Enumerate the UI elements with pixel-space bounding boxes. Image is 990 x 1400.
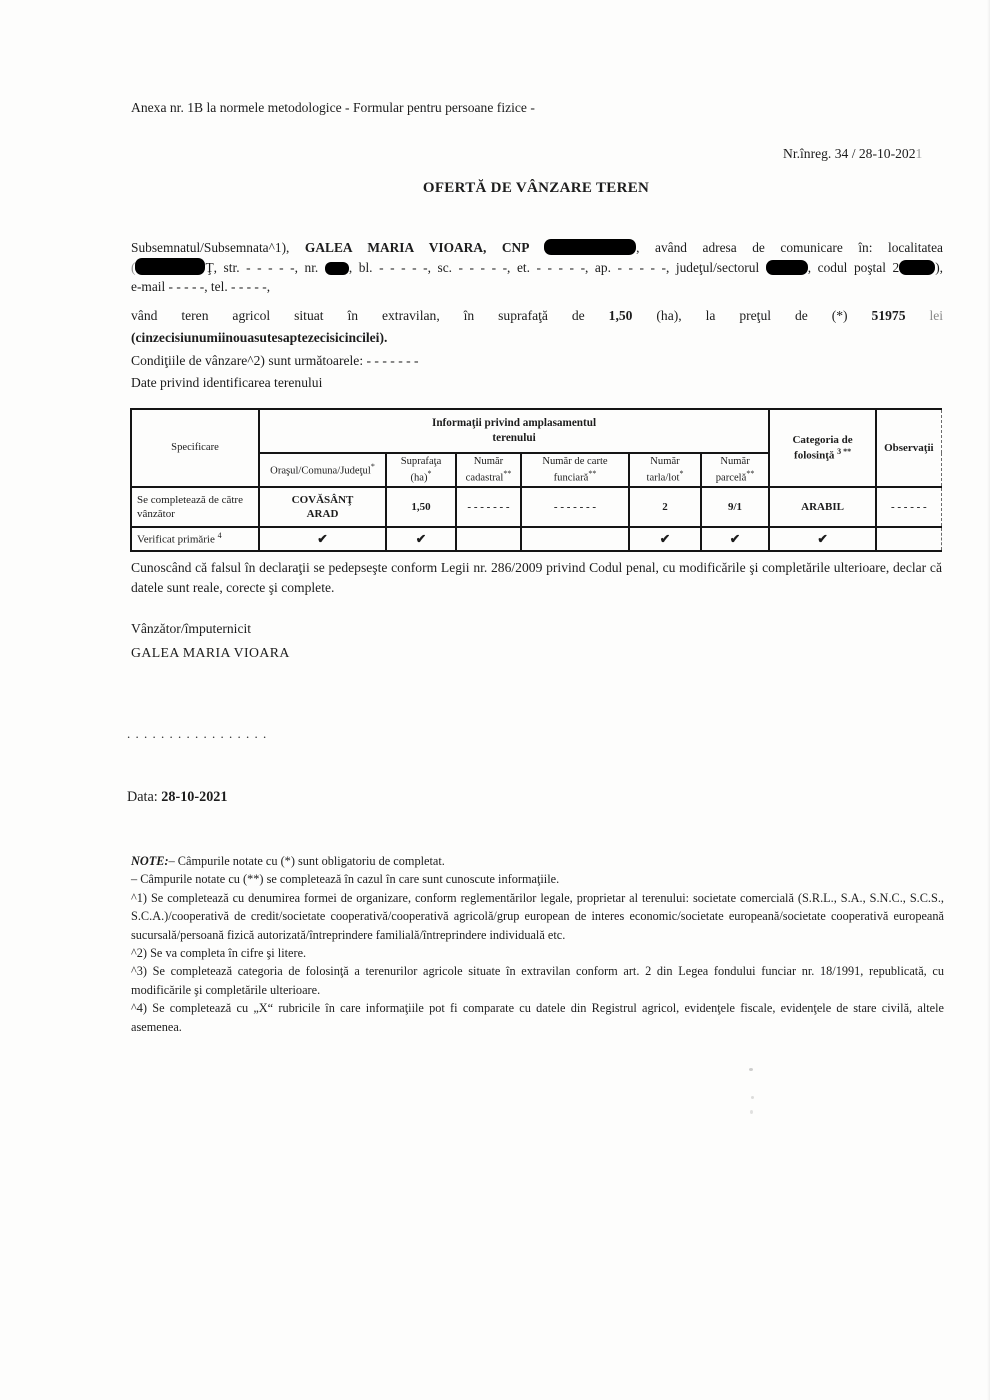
cell-oras: COVĂSÂNŢ ARAD bbox=[259, 487, 386, 527]
postal-code-redaction-bar bbox=[899, 260, 935, 275]
signature-dots: . . . . . . . . . . . . . . . . . bbox=[127, 726, 268, 741]
price-value: 51975 bbox=[871, 308, 906, 323]
annex-line: Anexa nr. 1B la normele metodologice - Formular pentru persoane fizice - bbox=[131, 100, 535, 115]
check-carte-funciara bbox=[521, 527, 629, 551]
check-cadastral bbox=[456, 527, 521, 551]
note-line-5: ^3) Se completează categoria de folosinţă a terenurilor agricole situate în extravilan conform art. 2 din Legea fondului funciar nr. 18/1991, republicată, cu modificările şi completările ulterioare. bbox=[131, 964, 944, 997]
mandatory-star: (*) bbox=[831, 308, 848, 323]
check-oras: ✔ bbox=[259, 527, 386, 551]
registration-number bbox=[783, 146, 922, 162]
intro-text: Ţ, str. - - - - -, nr. bbox=[205, 259, 325, 275]
categoria-line1: Categoria de bbox=[792, 433, 853, 446]
cell-suprafata: 1,50 bbox=[386, 487, 456, 527]
categoria-line2: folosinţă bbox=[794, 449, 835, 462]
offer-paragraph bbox=[131, 305, 943, 395]
scan-speck bbox=[750, 1110, 753, 1114]
group-header-line1: Informaţii privind amplasamentul bbox=[431, 417, 597, 430]
table-subheader-oras: Oraşul/Comuna/Judeţul* bbox=[259, 453, 386, 487]
check-parcela: ✔ bbox=[701, 527, 769, 551]
seller-data-row bbox=[131, 487, 941, 527]
intro-text: , codul poştal 2 bbox=[807, 259, 900, 275]
cell-categoria: ARABIL bbox=[769, 487, 876, 527]
cnp-label: , CNP bbox=[483, 240, 545, 255]
intro-paragraph bbox=[131, 238, 943, 297]
intro-text: ( bbox=[131, 259, 136, 275]
note-line-6: ^4) Se completează cu „X“ rubricile în care informaţiile pot fi comparate cu datele din Registrul agricol, evidenţele fiscale, evidenţele de stare civilă, altele asemenea. bbox=[131, 1001, 944, 1034]
street-number-redaction-bar bbox=[325, 262, 349, 275]
table-header-observatii: Observaţii bbox=[876, 409, 941, 487]
intro-line-3: e-mail - - - - -, tel. - - - - -, bbox=[131, 279, 271, 294]
date-line bbox=[127, 789, 227, 806]
registration-cut-digit: 1 bbox=[915, 146, 923, 161]
check-suprafata: ✔ bbox=[386, 527, 456, 551]
land-data-heading: Date privind identificarea terenului bbox=[131, 375, 323, 391]
intro-text: , bl. - - - - -, sc. - - - - -, et. - - - - -, ap. - - - - -, judeţul/sectorul bbox=[348, 259, 766, 275]
seller-name-inline: GALEA MARIA VIOARA bbox=[304, 240, 484, 255]
date-label: Data: bbox=[127, 789, 158, 805]
currency-label: lei bbox=[929, 308, 944, 323]
table-header-amplasament bbox=[259, 409, 769, 453]
note-text: – Câmpurile notate cu (*) sunt obligatoriu de completat. bbox=[168, 854, 445, 868]
verify-row-label: Verificat primărie $^4$ bbox=[131, 527, 259, 551]
cell-tarla: 2 bbox=[629, 487, 701, 527]
cell-parcela: 9/1 bbox=[701, 487, 769, 527]
county-redaction-bar bbox=[766, 260, 808, 275]
offer-text: (ha), la preţul de bbox=[656, 308, 808, 323]
cell-observatii: - - - - - - bbox=[876, 487, 941, 527]
note-line-3: ^1) Se completează cu denumirea formei de organizare, conform reglementărilor legale, proprietar al terenului: societate comercială (S.R.L., S.A., S.N.C., S.C.S., S.C.A.)/cooperativă de credit/societate cooperativă/cooperativă agricolă/grup european de interes economic/societate europeană/societate cooperativă europeană sucursală/persoană fizică autorizată/întreprindere familială/întreprindere individuală etc. bbox=[131, 890, 944, 942]
intro-line-1 bbox=[131, 238, 943, 258]
table-subheader-suprafata: Suprafaţa (ha)* bbox=[386, 453, 456, 487]
table-header-specificare: Specificare bbox=[131, 409, 259, 487]
note-line-2: – Câmpurile notate cu (**) se completează în cazul în care sunt cunoscute informaţiile. bbox=[131, 872, 560, 887]
intro-text: , având adresa de comunicare în: localitatea bbox=[636, 240, 943, 255]
table-subheader-carte-funciara: Număr de carte funciară** bbox=[521, 453, 629, 487]
check-categoria: ✔ bbox=[769, 527, 876, 551]
intro-text: ), bbox=[935, 259, 944, 275]
document-title: OFERTĂ DE VÂNZARE TEREN bbox=[422, 180, 650, 196]
scan-speck bbox=[749, 1068, 753, 1071]
table-subheader-parcela: Număr parcelă** bbox=[701, 453, 769, 487]
cnp-redaction-bar bbox=[544, 239, 636, 255]
locality-redaction-bar bbox=[135, 258, 205, 275]
table-subheader-tarla: Număr tarla/lot* bbox=[629, 453, 701, 487]
seller-name: GALEA MARIA VIOARA bbox=[131, 645, 290, 660]
intro-line-2 bbox=[131, 258, 943, 278]
categoria-sup: 3 ** bbox=[837, 447, 852, 457]
verify-row bbox=[131, 527, 941, 551]
offer-text: vând teren agricol situat în extravilan, în suprafaţă de bbox=[131, 308, 585, 323]
note-line-4: ^2) Se va completa în cifre şi litere. bbox=[131, 946, 307, 961]
land-table bbox=[130, 408, 942, 552]
date-value: 28-10-2021 bbox=[161, 789, 228, 805]
notes-section bbox=[131, 852, 944, 1036]
table-subheader-cadastral: Număr cadastral** bbox=[456, 453, 521, 487]
note-title: NOTE: bbox=[131, 854, 169, 868]
group-header-line2: terenului bbox=[492, 432, 536, 444]
check-observatii bbox=[876, 527, 941, 551]
declaration-paragraph: Cunoscând că falsul în declaraţii se pedepseşte conform Legii nr. 286/2009 privind Codul penal, cu modificările şi completările ulterioare, declar că datele sunt reale, corecte şi complete. bbox=[131, 560, 942, 595]
cell-carte-funciara: - - - - - - - bbox=[521, 487, 629, 527]
check-tarla: ✔ bbox=[629, 527, 701, 551]
cell-cadastral: - - - - - - - bbox=[456, 487, 521, 527]
seller-role: Vânzător/împuternicit bbox=[131, 621, 252, 636]
price-in-words: (cinzecisiunumiinouasutesaptezecisicincilei). bbox=[131, 330, 388, 346]
intro-text: Subsemnatul/Subsemnata^1), bbox=[131, 240, 305, 255]
conditions-line: Condiţiile de vânzare^2) sunt următoarele: - - - - - - - bbox=[131, 352, 419, 368]
note-line-1 bbox=[131, 852, 944, 870]
offer-line-1 bbox=[131, 305, 943, 327]
table-header-categoria bbox=[769, 409, 876, 487]
registration-text: Nr.înreg. 34 / 28-10-202 bbox=[783, 146, 916, 161]
surface-value: 1,50 bbox=[608, 308, 633, 323]
scan-speck bbox=[751, 1096, 754, 1099]
seller-row-label: Se completează de către vânzător bbox=[131, 487, 259, 527]
